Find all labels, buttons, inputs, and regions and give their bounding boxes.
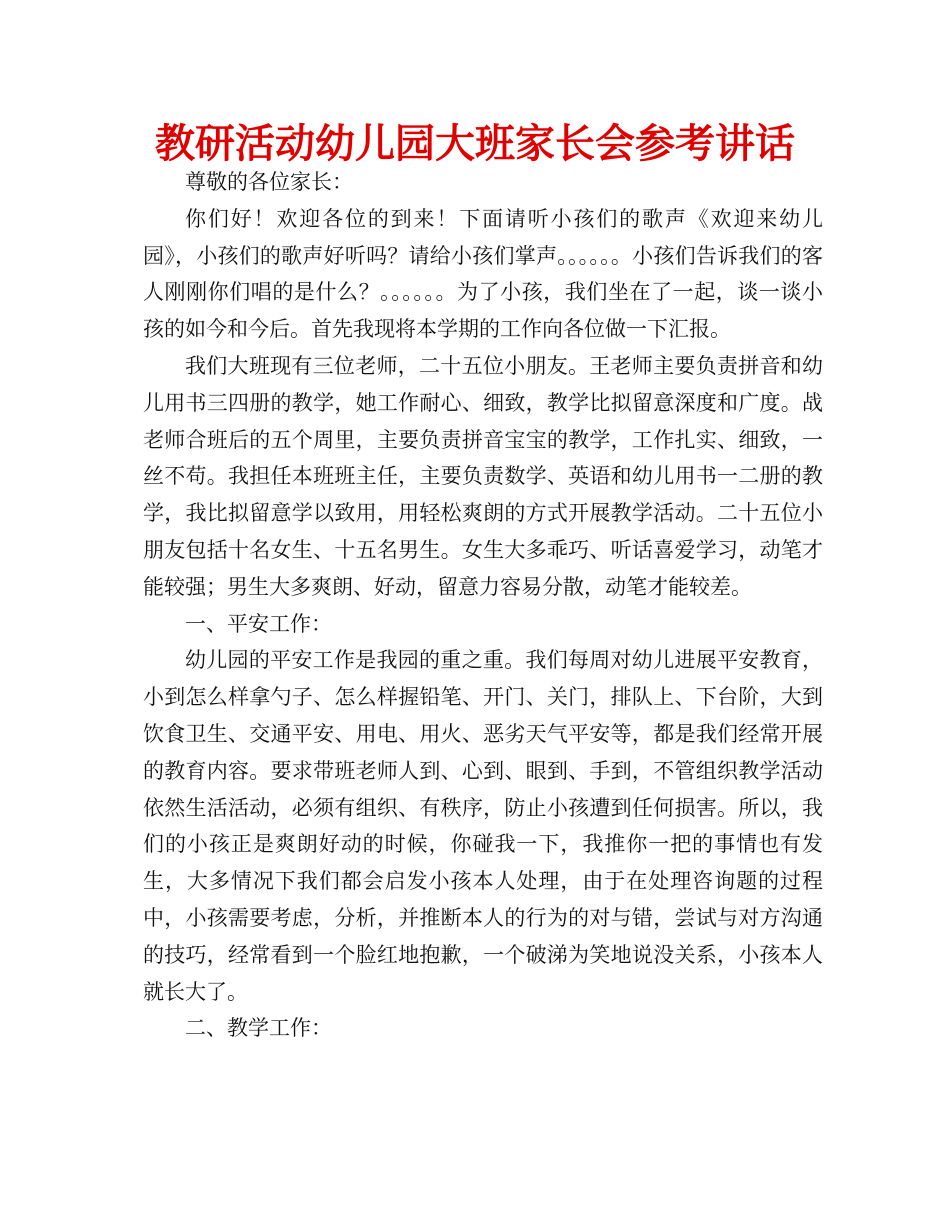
document-body	[143, 164, 823, 1047]
welcome-paragraph: 你们好！欢迎各位的到来！下面请听小孩们的歌声《欢迎来幼儿园》，小孩们的歌声好听吗？请给小孩们掌声。。。。。。小孩们告诉我们的客人刚刚你们唱的是什么？。。。。。。为了小孩，我们坐在了一起，谈一谈小孩的如今和今后。首先我现将本学期的工作向各位做一下汇报。	[143, 206, 823, 342]
section-heading-safety: 一、平安工作：	[185, 611, 332, 636]
document-title: 教研活动幼儿园大班家长会参考讲话	[155, 121, 795, 167]
class-overview-paragraph: 我们大班现有三位老师，二十五位小朋友。王老师主要负责拼音和幼儿用书三四册的教学，她工作耐心、细致，教学比拟留意深度和广度。战老师合班后的五个周里，主要负责拼音宝宝的教学，工作扎实、细致，一丝不苟。我担任本班班主任，主要负责数学、英语和幼儿用书一二册的教学，我比拟留意学以致用，用轻松爽朗的方式开展教学活动。二十五位小朋友包括十名女生、十五名男生。女生大多乖巧、听话喜爱学习，动笔才能较强；男生大多爽朗、好动，留意力容易分散，动笔才能较差。	[143, 353, 823, 599]
salutation-paragraph: 尊敬的各位家长：	[185, 170, 353, 194]
section-heading-teaching: 二、教学工作：	[185, 1016, 332, 1041]
safety-paragraph: 幼儿园的平安工作是我园的重之重。我们每周对幼儿进展平安教育，小到怎么样拿勺子、怎么样握铅笔、开门、关门，排队上、下台阶，大到饮食卫生、交通平安、用电、用火、恶劣天气平安等，都是我们经常开展的教育内容。要求带班老师人到、心到、眼到、手到，不管组织教学活动依然生活活动，必须有组织、有秩序，防止小孩遭到任何损害。所以，我们的小孩正是爽朗好动的时候，你碰我一下，我推你一把的事情也有发生，大多情况下我们都会启发小孩本人处理，由于在处理咨询题的过程中，小孩需要考虑，分析，并推断本人的行为的对与错，尝试与对方沟通的技巧，经常看到一个脸红地抱歉，一个破涕为笑地说没关系，小孩本人就长大了。	[143, 648, 823, 1004]
